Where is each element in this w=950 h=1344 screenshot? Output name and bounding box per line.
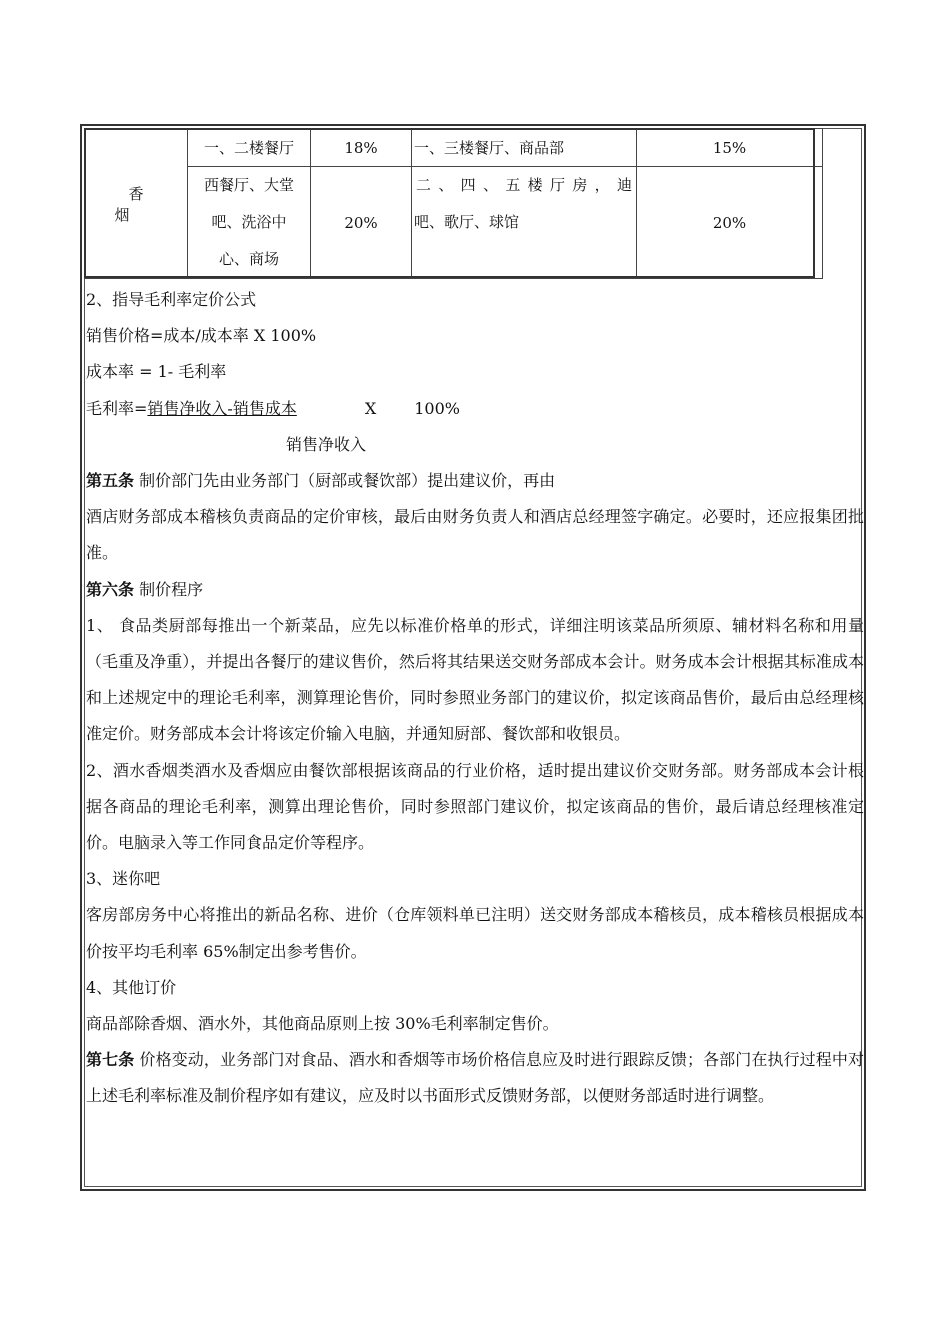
rate-cell: [311, 167, 412, 279]
area-cell: [188, 167, 311, 279]
article-text: 酒店财务部成本稽核负责商品的定价审核，最后由财务负责人和酒店总经理签字确定。必要时，还应报集团批准。: [86, 507, 864, 563]
rate-value: 18%: [344, 138, 378, 157]
rate-value: 20%: [344, 213, 378, 232]
formula-line: 成本率 = 1- 毛利率: [86, 362, 227, 382]
paragraph: 2、酒水香烟类酒水及香烟应由餐饮部根据该商品的行业价格，适时提出建议价交财务部。财务部成本会计根据各商品的理论毛利率，测算出理论售价，同时参照部门建议价，拟定该商品的售价，最后请总经理核准定价。电脑录入等工作同食品定价等程序。: [86, 760, 864, 853]
paragraph: 1、 食品类厨部每推出一个新菜品，应先以标准价格单的形式，详细注明该菜品所须原、辅材料名称和用量（毛重及净重），并提出各餐厅的建议售价，然后将其结果送交财务部成本会计。财务成本会计根据其标准成本和上述规定中的理论毛利率，测算理论售价，同时参照业务部门的建议价，拟定该商品售价，最后由总经理核准定价。财务部成本会计将该定价输入电脑，并通知厨部、餐饮部和收银员。: [86, 615, 864, 744]
article-text: 制价部门先由业务部门（厨部或餐饮部）提出建议价，再由: [134, 471, 556, 491]
area-label: 一、二楼餐厅: [203, 139, 294, 157]
article-title: 第七条: [86, 1050, 135, 1070]
area-line: 心、商场: [218, 250, 279, 268]
rate-cell: [311, 129, 412, 167]
area-line: 吧、洗浴中: [211, 213, 287, 231]
formula-heading: 2、指导毛利率定价公式: [86, 290, 257, 309]
rate-cell: [637, 167, 823, 279]
document-frame: [80, 124, 866, 1191]
formula-line: 销售价格=成本/成本率 X 100%: [86, 326, 317, 346]
article-5: [86, 463, 864, 499]
rate-value: 20%: [712, 213, 747, 232]
formula-percent: 100%: [414, 398, 460, 418]
article-text: 价格变动，业务部门对食品、酒水和香烟等市场价格信息应及时进行跟踪反馈；各部门在执行过程中对上述毛利率标准及制价程序如有建议，应及时以书面形式反馈财务部，以便财务部适时进行调整。: [86, 1050, 864, 1106]
formula-label: 毛利率=: [86, 398, 148, 418]
article-title: 第六条: [86, 579, 135, 599]
formula-times: X: [364, 398, 377, 418]
rate-cell: [637, 129, 823, 167]
area-line: 西餐厅、大堂: [203, 176, 294, 194]
formula-line: [86, 391, 864, 427]
area-line: 二、四、五楼厅房，迪: [416, 176, 632, 194]
paragraph: 商品部除香烟、酒水外，其他商品原则上按 30%毛利率制定售价。: [86, 1014, 559, 1034]
table-row: [85, 129, 823, 167]
sub-heading: 3、迷你吧: [86, 869, 161, 889]
article-heading: 制价程序: [134, 579, 204, 599]
area-cell: [188, 129, 311, 167]
cigarette-margin-table: [84, 128, 823, 279]
rate-value: 15%: [712, 138, 747, 157]
formula-numerator: 销售净收入-销售成本: [147, 398, 297, 418]
area-cell: [412, 167, 637, 279]
article-title: 第五条: [86, 471, 135, 491]
category-label: 香烟: [114, 184, 172, 224]
document-body: [86, 282, 864, 1115]
area-label: 一、三楼餐厅、商品部: [414, 139, 565, 157]
article-6: [86, 572, 864, 608]
paragraph: 客房部房务中心将推出的新品名称、进价（仓库领料单已注明）送交财务部成本稽核员，成本稽核员根据成本价按平均毛利率 65%制定出参考售价。: [86, 905, 864, 961]
area-line: 吧、歌厅、球馆: [414, 213, 520, 231]
category-cell: [85, 129, 188, 279]
formula-denominator: 销售净收入: [286, 434, 367, 454]
table-row: [85, 167, 823, 279]
sub-heading: 4、其他订价: [86, 977, 177, 997]
article-7: [86, 1042, 864, 1114]
area-cell: [412, 129, 637, 167]
